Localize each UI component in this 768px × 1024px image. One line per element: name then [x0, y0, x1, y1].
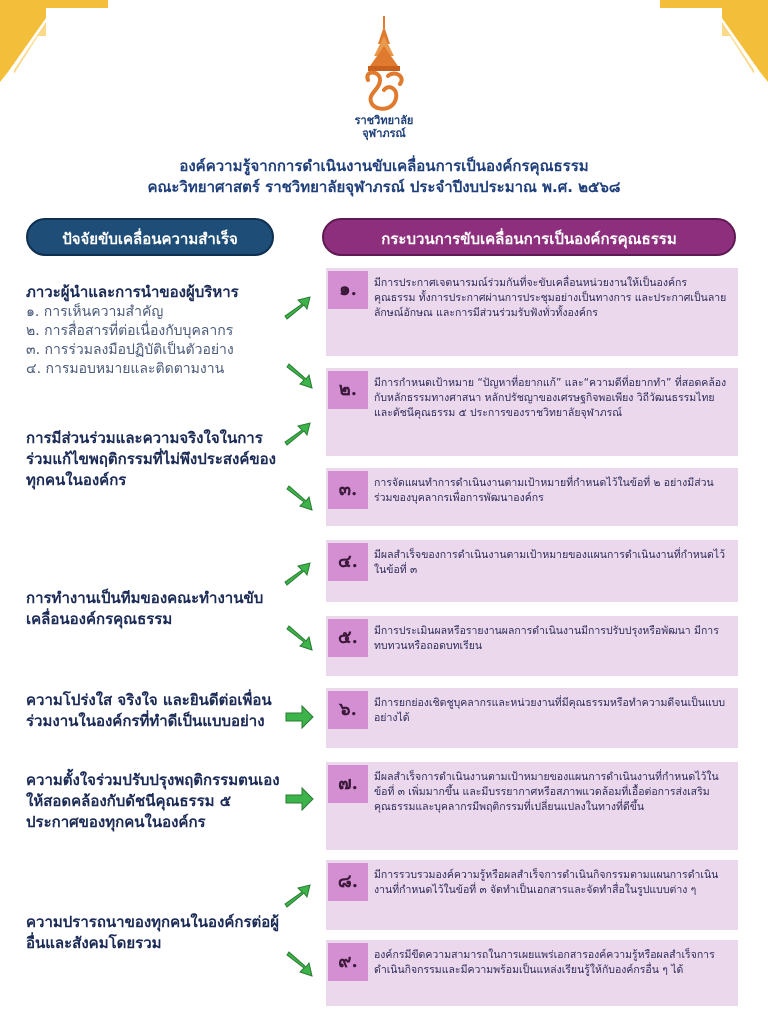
arrow-up-right-icon	[282, 558, 312, 588]
process-step-5	[326, 616, 738, 676]
step-description: มีการประเมินผลหรือรายงานผลการดำเนินงานมีการปรับปรุงหรือพัฒนา มีการทบทวนหรือถอดบทเรียน	[374, 625, 719, 652]
title-line-2: คณะวิทยาศาสตร์ ราชวิทยาลัยจุฬาภรณ์ ประจำปีงบประมาณ พ.ศ. ๒๕๖๘	[147, 178, 621, 196]
logo-line-1: ราชวิทยาลัย	[354, 114, 414, 127]
process-step-6	[326, 688, 738, 748]
arrow-up-right-icon	[282, 880, 312, 910]
process-step-2	[326, 368, 738, 456]
step-description: มีการยกย่องเชิดชูบุคลากรและหน่วยงานที่มีคุณธรรมหรือทำความดีจนเป็นแบบอย่างได้	[374, 697, 726, 724]
process-step-9	[326, 940, 738, 1006]
factor-transparency	[26, 690, 282, 732]
step-description: มีผลสำเร็จการดำเนินงานตามเป้าหมายของแผนการดำเนินงานที่กำหนดไว้ในข้อที่ ๓ เพิ่มมากขึ้น และมีบรรยากาศหรือสภาพแวดล้อมที่เอื้อต่อการส่งเสริมคุณธรรมและบุคลากรมีพฤติกรรมที่เปลี่ยนแปลงในทางที่ดีขึ้น	[374, 771, 719, 813]
step-number: ๖.	[328, 691, 368, 729]
page-title	[40, 156, 728, 198]
process-step-8	[326, 860, 738, 930]
step-number: ๔.	[328, 543, 368, 581]
step-description: มีการกำหนดเป้าหมาย “ปัญหาที่อยากแก้” และ“ความดีที่อยากทำ” ที่สอดคล้องกับหลักธรรมทางศาสนา หลักปรัชญาของเศรษฐกิจพอเพียง วิถีวัฒนธรรมไทย และดัชนีคุณธรรม ๕ ประการของราชวิทยาลัยจุฬาภรณ์	[374, 377, 727, 419]
factor-leadership	[26, 282, 282, 379]
factor-sub-item: ๒. การสื่อสารที่ต่อเนื่องกับบุคลากร	[26, 323, 234, 339]
factor-behavior-improvement	[26, 770, 282, 833]
step-number: ๒.	[328, 371, 368, 409]
factor-title: ความตั้งใจร่วมปรับปรุงพฤติกรรมตนเองให้สอดคล้องกับดัชนีคุณธรรม ๕ ประกาศของทุกคนในองค์กร	[26, 771, 280, 831]
step-number: ๙.	[328, 943, 368, 981]
step-number: ๑.	[328, 271, 368, 309]
arrow-down-right-icon	[284, 950, 314, 980]
arrow-down-right-icon	[284, 624, 314, 654]
factor-social-goodwill	[26, 912, 282, 954]
factor-title: ภาวะผู้นำและการนำของผู้บริหาร	[26, 283, 239, 301]
arrow-up-right-icon	[282, 292, 312, 322]
process-step-4	[326, 540, 738, 602]
factor-sub-item: ๓. การร่วมลงมือปฏิบัติเป็นตัวอย่าง	[26, 342, 234, 358]
factor-sub-item: ๔. การมอบหมายและติดตามงาน	[26, 361, 225, 377]
arrow-down-right-icon	[284, 484, 314, 514]
step-description: มีการรวบรวมองค์ความรู้หรือผลสำเร็จการดำเนินกิจกรรมตามแผนการดำเนินงานที่กำหนดไว้ในข้อที่ ๓ จัดทำเป็นเอกสารและจัดทำสื่อในรูปแบบต่าง ๆ	[374, 869, 719, 896]
institution-logo	[334, 14, 434, 144]
success-factors-header: ปัจจัยขับเคลื่อนความสำเร็จ	[26, 218, 274, 256]
process-header: กระบวนการขับเคลื่อนการเป็นองค์กรคุณธรรม	[322, 218, 736, 256]
title-line-1: องค์ความรู้จากการดำเนินงานขับเคลื่อนการเป็นองค์กรคุณธรรม	[179, 157, 589, 175]
crown-emblem-icon	[354, 14, 414, 114]
arrow-right-icon	[284, 702, 314, 732]
factor-title: การทำงานเป็นทีมของคณะทำงานขับเคลื่อนองค์กรคุณธรรม	[26, 589, 264, 628]
step-description: องค์กรมีขีดความสามารถในการเผยแพร่เอกสารองค์ความรู้หรือผลสำเร็จการดำเนินกิจกรรมและมีความพร้อมเป็นแหล่งเรียนรู้ให้กับองค์กรอื่น ๆ ได้	[374, 949, 715, 976]
factor-participation	[26, 428, 282, 491]
process-step-3	[326, 468, 738, 526]
factor-title: ความปรารถนาของทุกคนในองค์กรต่อผู้อื่นและสังคมโดยรวม	[26, 913, 280, 952]
step-number: ๓.	[328, 471, 368, 509]
process-step-1	[326, 268, 738, 356]
factor-sub-item: ๑. การเห็นความสำคัญ	[26, 304, 164, 320]
step-description: มีผลสำเร็จของการดำเนินงานตามเป้าหมายของแผนการดำเนินงานที่กำหนดไว้ในข้อที่ ๓	[374, 549, 725, 576]
corner-decoration-right	[660, 0, 768, 82]
arrow-down-right-icon	[284, 362, 314, 392]
step-description: การจัดแผนทำการดำเนินงานตามเป้าหมายที่กำหนดไว้ในข้อที่ ๒ อย่างมีส่วนร่วมของบุคลากรเพื่อการพัฒนาองค์กร	[374, 477, 714, 504]
step-number: ๗.	[328, 765, 368, 803]
corner-decoration-left	[0, 0, 108, 82]
logo-line-2: จุฬาภรณ์	[362, 127, 406, 140]
factor-title: ความโปร่งใส จริงใจ และยินดีต่อเพื่อนร่วมงานในองค์กรที่ทำดีเป็นแบบอย่าง	[26, 691, 272, 730]
step-number: ๘.	[328, 863, 368, 901]
factor-title: การมีส่วนร่วมและความจริงใจในการร่วมแก้ไขพฤติกรรมที่ไม่พึงประสงค์ของทุกคนในองค์กร	[26, 429, 276, 489]
factor-teamwork	[26, 588, 282, 630]
arrow-up-right-icon	[282, 418, 312, 448]
process-step-7	[326, 762, 738, 850]
step-description: มีการประกาศเจตนารมณ์ร่วมกันที่จะขับเคลื่อนหน่วยงานให้เป็นองค์กรคุณธรรม ทั้งการประกาศผ่านการประชุมอย่างเป็นทางการ และประกาศเป็นลายลักษณ์อักษณ และการมีส่วนร่วมรับฟังทั่วทั้งองค์กร	[374, 277, 727, 319]
step-number: ๕.	[328, 619, 368, 657]
arrow-right-icon	[284, 784, 314, 814]
